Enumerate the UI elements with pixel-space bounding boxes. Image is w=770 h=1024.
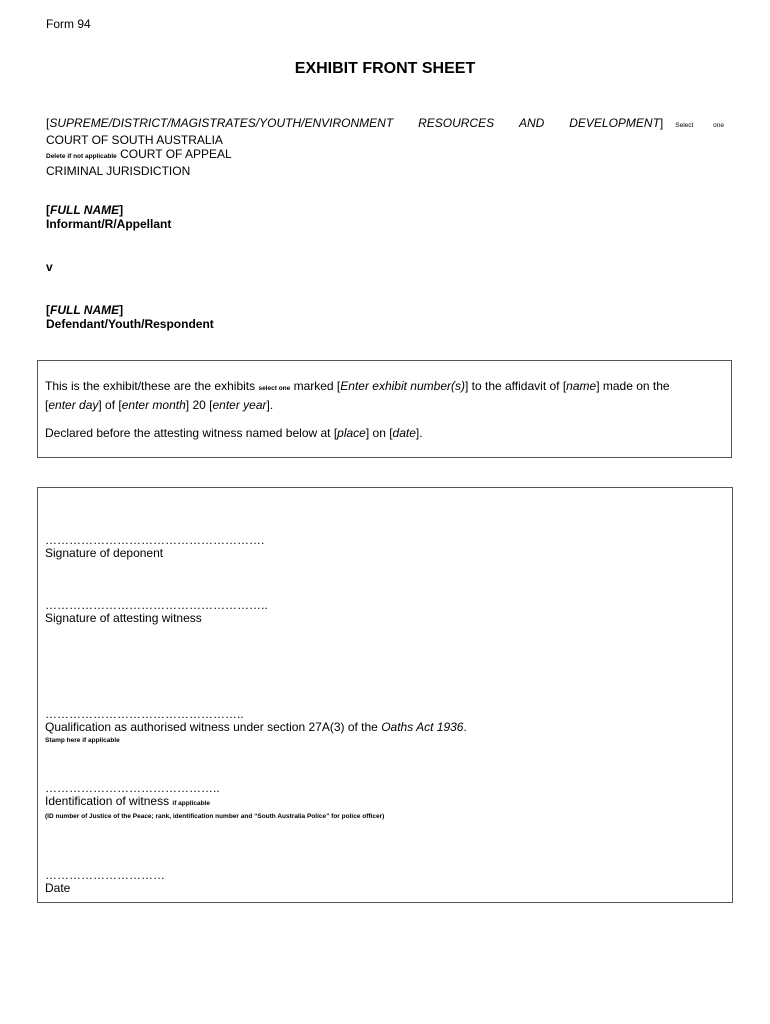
- defendant-block: [FULL NAME] Defendant/Youth/Respondent: [46, 303, 214, 331]
- signature-box: [37, 487, 733, 903]
- court-heading: [46, 116, 724, 178]
- witness-signature-label: Signature of attesting witness: [45, 611, 202, 625]
- deponent-signature-label: Signature of deponent: [45, 546, 164, 560]
- month-field[interactable]: enter month: [121, 398, 186, 412]
- versus: v: [46, 260, 53, 274]
- witness-signature-line[interactable]: ………………………………………………..: [45, 598, 268, 612]
- court-option-word: AND: [518, 116, 545, 130]
- informant-role: Informant/R/Appellant: [46, 217, 172, 231]
- place-field[interactable]: place: [337, 426, 366, 440]
- date-label: Date: [45, 881, 71, 895]
- declaration-statement: Declared before the attesting witness named below at [place] on [date].: [45, 426, 423, 440]
- deponent-name-field[interactable]: name: [566, 379, 597, 393]
- year-field[interactable]: enter year: [212, 398, 267, 412]
- select-one-note: Select one: [675, 122, 724, 129]
- stamp-note: Stamp here if applicable: [45, 737, 120, 744]
- deponent-signature-line[interactable]: ……………………………………………….: [45, 533, 265, 547]
- select-one-note: select one: [258, 385, 291, 392]
- identification-label: Identification of witness if applicable: [45, 794, 210, 808]
- exhibit-number-field[interactable]: Enter exhibit number(s): [340, 379, 465, 393]
- court-line-4: CRIMINAL JURISDICTION: [46, 164, 191, 178]
- qualification-label: Qualification as authorised witness under section 27A(3) of the Oaths Act 1936.: [45, 720, 467, 734]
- identification: [45, 782, 384, 823]
- court-line-3: Delete if not applicable COURT OF APPEAL: [46, 147, 232, 161]
- defendant-name-field[interactable]: FULL NAME: [50, 303, 120, 317]
- deponent-signature: [45, 534, 264, 560]
- identification-detail: (ID number of Justice of the Peace; rank, identification number and “South Australia Police” for police officer): [45, 813, 385, 820]
- court-line-1: [46, 116, 724, 133]
- delete-note: Delete if not applicable: [46, 153, 117, 160]
- exhibit-statement-box: [37, 360, 732, 458]
- date-field[interactable]: date: [392, 426, 416, 440]
- exhibit-statement: This is the exhibit/these are the exhibits select one marked [Enter exhibit number(s)] to the affidavit of [name] made on the [enter day] of [enter month] 20 [enter year].: [45, 379, 670, 412]
- day-field[interactable]: enter day: [48, 398, 99, 412]
- informant-block: [FULL NAME] Informant/R/Appellant: [46, 203, 172, 231]
- court-option-word: SUPREME/DISTRICT/MAGISTRATES/YOUTH/ENVIRONMENT: [49, 116, 394, 130]
- court-line-2: COURT OF SOUTH AUSTRALIA: [46, 133, 223, 147]
- identification-line[interactable]: ……………………………………..: [45, 781, 220, 795]
- court-option-word: RESOURCES: [418, 116, 495, 130]
- informant-name-field[interactable]: FULL NAME: [50, 203, 120, 217]
- court-options: [SUPREME/DISTRICT/MAGISTRATES/YOUTH/ENVIRONMENT RESOURCES AND DEVELOPMENT]: [46, 116, 664, 130]
- form-number: Form 94: [46, 17, 91, 31]
- defendant-role: Defendant/Youth/Respondent: [46, 317, 214, 331]
- court-option-word: DEVELOPMENT: [569, 116, 660, 130]
- date-line[interactable]: …………………………: [45, 868, 165, 882]
- qualification: [45, 708, 467, 747]
- date-signature: [45, 869, 165, 895]
- page-title: EXHIBIT FRONT SHEET: [294, 60, 476, 77]
- witness-signature: [45, 599, 268, 625]
- qualification-line[interactable]: …………………………………………..: [45, 707, 244, 721]
